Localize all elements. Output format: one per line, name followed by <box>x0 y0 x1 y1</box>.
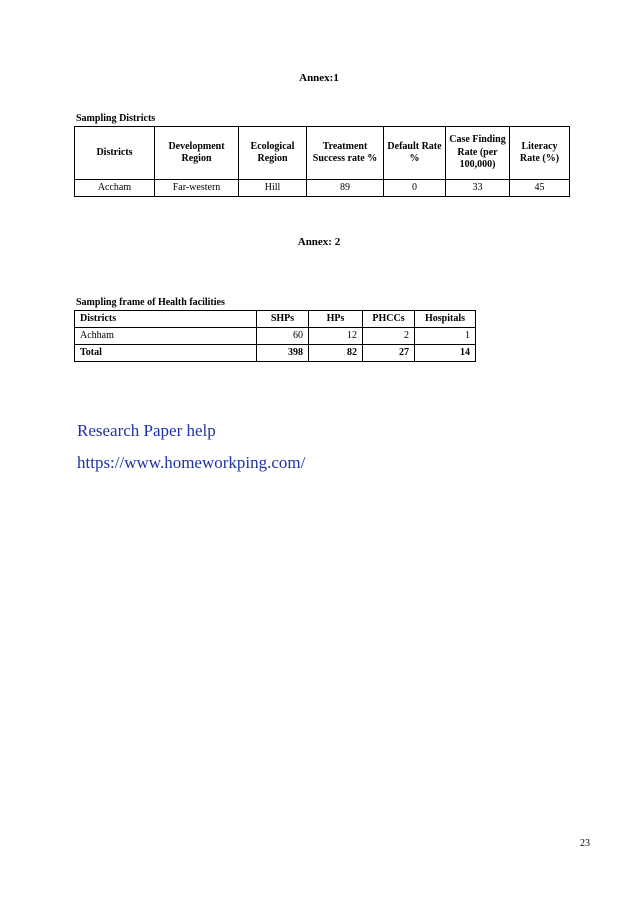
col-header-hospitals: Hospitals <box>415 311 476 328</box>
table-header-row <box>75 127 570 180</box>
cell-default-rate: 0 <box>384 180 446 197</box>
cell-total-label: Total <box>75 345 257 362</box>
health-facilities-caption: Sampling frame of Health facilities <box>76 297 225 308</box>
cell-total-shps: 398 <box>257 345 309 362</box>
health-facilities-table <box>74 310 476 362</box>
cell-district: Achham <box>75 328 257 345</box>
cell-literacy: 45 <box>510 180 570 197</box>
annex-2-heading: Annex: 2 <box>297 236 341 248</box>
col-header-districts: Districts <box>75 311 257 328</box>
homeworkping-url-link[interactable]: https://www.homeworkping.com/ <box>77 453 306 472</box>
col-header-treatment-success: Treatment Success rate % <box>307 127 384 180</box>
table-row <box>75 180 570 197</box>
col-header-hps: HPs <box>309 311 363 328</box>
cell-shps: 60 <box>257 328 309 345</box>
sampling-districts-caption: Sampling Districts <box>76 113 156 124</box>
cell-treatment-success: 89 <box>307 180 384 197</box>
sampling-districts-table <box>74 126 570 197</box>
research-paper-help-link[interactable]: Research Paper help <box>77 421 216 440</box>
cell-development-region: Far-western <box>155 180 239 197</box>
table-total-row <box>75 345 476 362</box>
cell-hospitals: 1 <box>415 328 476 345</box>
col-header-development-region: Development Region <box>155 127 239 180</box>
cell-hps: 12 <box>309 328 363 345</box>
col-header-case-finding: Case Finding Rate (per 100,000) <box>446 127 510 180</box>
table-row <box>75 328 476 345</box>
col-header-shps: SHPs <box>257 311 309 328</box>
col-header-districts: Districts <box>75 127 155 180</box>
cell-ecological-region: Hill <box>239 180 307 197</box>
cell-case-finding: 33 <box>446 180 510 197</box>
cell-total-hps: 82 <box>309 345 363 362</box>
page-number: 23 <box>580 838 590 849</box>
col-header-default-rate: Default Rate % <box>384 127 446 180</box>
annex-1-heading: Annex:1 <box>299 72 339 84</box>
cell-phccs: 2 <box>363 328 415 345</box>
cell-district: Accham <box>75 180 155 197</box>
cell-total-phccs: 27 <box>363 345 415 362</box>
table-header-row <box>75 311 476 328</box>
cell-total-hospitals: 14 <box>415 345 476 362</box>
col-header-ecological-region: Ecological Region <box>239 127 307 180</box>
col-header-phccs: PHCCs <box>363 311 415 328</box>
col-header-literacy: Literacy Rate (%) <box>510 127 570 180</box>
